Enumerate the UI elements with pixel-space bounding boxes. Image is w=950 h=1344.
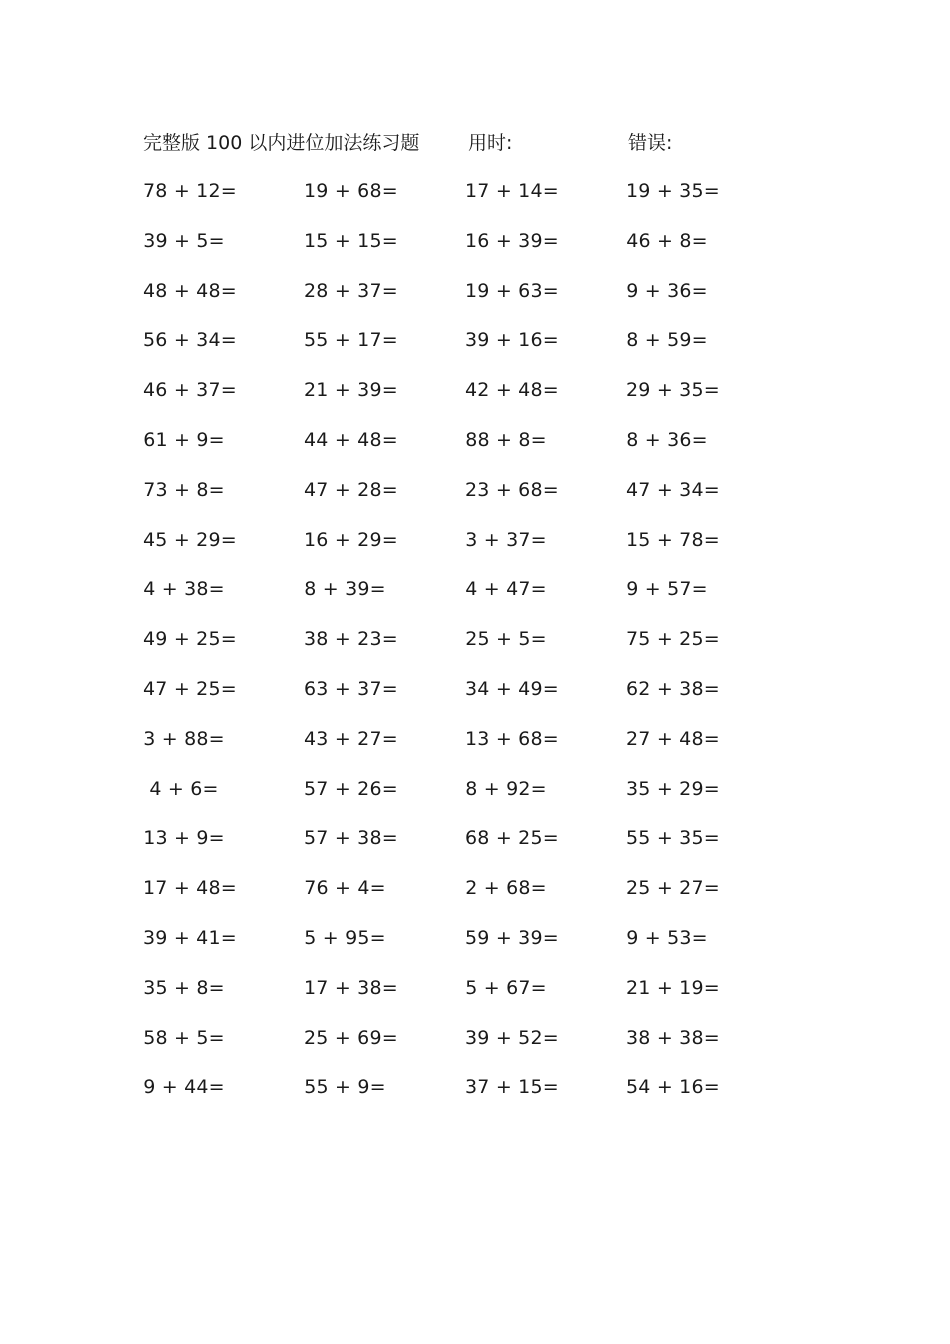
addition-problem: 57 + 38= (304, 827, 398, 850)
addition-problem: 44 + 48= (304, 428, 398, 451)
addition-problem: 21 + 19= (626, 976, 720, 999)
addition-problem: 5 + 95= (304, 926, 386, 949)
worksheet-header (143, 128, 783, 158)
addition-problem: 56 + 34= (143, 329, 237, 352)
addition-problem: 13 + 9= (143, 827, 225, 850)
addition-problem: 76 + 4= (304, 877, 386, 900)
problem-row (143, 923, 783, 973)
addition-problem: 23 + 68= (465, 478, 559, 501)
addition-problem: 9 + 44= (143, 1076, 225, 1099)
addition-problem: 37 + 15= (465, 1076, 559, 1099)
addition-problem: 5 + 67= (465, 976, 547, 999)
addition-problem: 4 + 6= (149, 777, 219, 800)
addition-problem: 46 + 37= (143, 379, 237, 402)
addition-problem: 43 + 27= (304, 727, 398, 750)
addition-problem: 68 + 25= (465, 827, 559, 850)
addition-problem: 55 + 35= (626, 827, 720, 850)
addition-problem: 19 + 63= (465, 279, 559, 302)
addition-problem: 3 + 37= (465, 528, 547, 551)
addition-problem: 39 + 52= (465, 1026, 559, 1049)
addition-problem: 35 + 8= (143, 976, 225, 999)
addition-problem: 9 + 53= (626, 926, 708, 949)
addition-problem: 17 + 48= (143, 877, 237, 900)
addition-problem: 61 + 9= (143, 428, 225, 451)
problem-row (143, 276, 783, 326)
addition-problem: 57 + 26= (304, 777, 398, 800)
addition-problem: 4 + 47= (465, 578, 547, 601)
problem-row (143, 1072, 783, 1122)
errors-label: 错误: (628, 132, 673, 154)
addition-problem: 59 + 39= (465, 926, 559, 949)
addition-problem: 73 + 8= (143, 478, 225, 501)
addition-problem: 48 + 48= (143, 279, 237, 302)
addition-problem: 75 + 25= (626, 628, 720, 651)
addition-problem: 8 + 59= (626, 329, 708, 352)
addition-problem: 25 + 5= (465, 628, 547, 651)
addition-problem: 29 + 35= (626, 379, 720, 402)
addition-problem: 55 + 17= (304, 329, 398, 352)
addition-problem: 8 + 92= (465, 777, 547, 800)
problem-grid (143, 176, 783, 1122)
addition-problem: 35 + 29= (626, 777, 720, 800)
problem-row (143, 375, 783, 425)
addition-problem: 39 + 41= (143, 926, 237, 949)
addition-problem: 2 + 68= (465, 877, 547, 900)
problem-row (143, 774, 783, 824)
addition-problem: 9 + 57= (626, 578, 708, 601)
problem-row (143, 325, 783, 375)
addition-problem: 8 + 36= (626, 428, 708, 451)
worksheet-title: 完整版 100 以内进位加法练习题 (143, 132, 420, 154)
addition-problem: 15 + 78= (626, 528, 720, 551)
addition-problem: 25 + 69= (304, 1026, 398, 1049)
addition-problem: 58 + 5= (143, 1026, 225, 1049)
addition-problem: 28 + 37= (304, 279, 398, 302)
problem-row (143, 176, 783, 226)
addition-problem: 54 + 16= (626, 1076, 720, 1099)
addition-problem: 38 + 23= (304, 628, 398, 651)
problem-row (143, 674, 783, 724)
addition-problem: 15 + 15= (304, 229, 398, 252)
addition-problem: 19 + 68= (304, 180, 398, 202)
problem-row (143, 724, 783, 774)
problem-row (143, 475, 783, 525)
addition-problem: 3 + 88= (143, 727, 225, 750)
addition-problem: 55 + 9= (304, 1076, 386, 1099)
addition-problem: 34 + 49= (465, 677, 559, 700)
addition-problem: 42 + 48= (465, 379, 559, 402)
problem-row (143, 973, 783, 1023)
addition-problem: 21 + 39= (304, 379, 398, 402)
addition-problem: 38 + 38= (626, 1026, 720, 1049)
addition-problem: 16 + 39= (465, 229, 559, 252)
addition-problem: 9 + 36= (626, 279, 708, 302)
problem-row (143, 624, 783, 674)
time-used-label: 用时: (468, 132, 513, 154)
addition-problem: 63 + 37= (304, 677, 398, 700)
addition-problem: 46 + 8= (626, 229, 708, 252)
addition-problem: 4 + 38= (143, 578, 225, 601)
problem-row (143, 425, 783, 475)
problem-row (143, 574, 783, 624)
addition-problem: 49 + 25= (143, 628, 237, 651)
addition-problem: 25 + 27= (626, 877, 720, 900)
problem-row (143, 823, 783, 873)
addition-problem: 62 + 38= (626, 677, 720, 700)
addition-problem: 88 + 8= (465, 428, 547, 451)
addition-problem: 17 + 38= (304, 976, 398, 999)
addition-problem: 47 + 34= (626, 478, 720, 501)
addition-problem: 13 + 68= (465, 727, 559, 750)
problem-row (143, 1023, 783, 1073)
addition-problem: 39 + 5= (143, 229, 225, 252)
addition-problem: 39 + 16= (465, 329, 559, 352)
addition-problem: 16 + 29= (304, 528, 398, 551)
addition-problem: 17 + 14= (465, 180, 559, 202)
addition-problem: 27 + 48= (626, 727, 720, 750)
problem-row (143, 226, 783, 276)
addition-problem: 47 + 25= (143, 677, 237, 700)
addition-problem: 45 + 29= (143, 528, 237, 551)
addition-problem: 19 + 35= (626, 180, 720, 202)
addition-problem: 78 + 12= (143, 180, 237, 202)
problem-row (143, 525, 783, 575)
addition-problem: 47 + 28= (304, 478, 398, 501)
problem-row (143, 873, 783, 923)
addition-problem: 8 + 39= (304, 578, 386, 601)
